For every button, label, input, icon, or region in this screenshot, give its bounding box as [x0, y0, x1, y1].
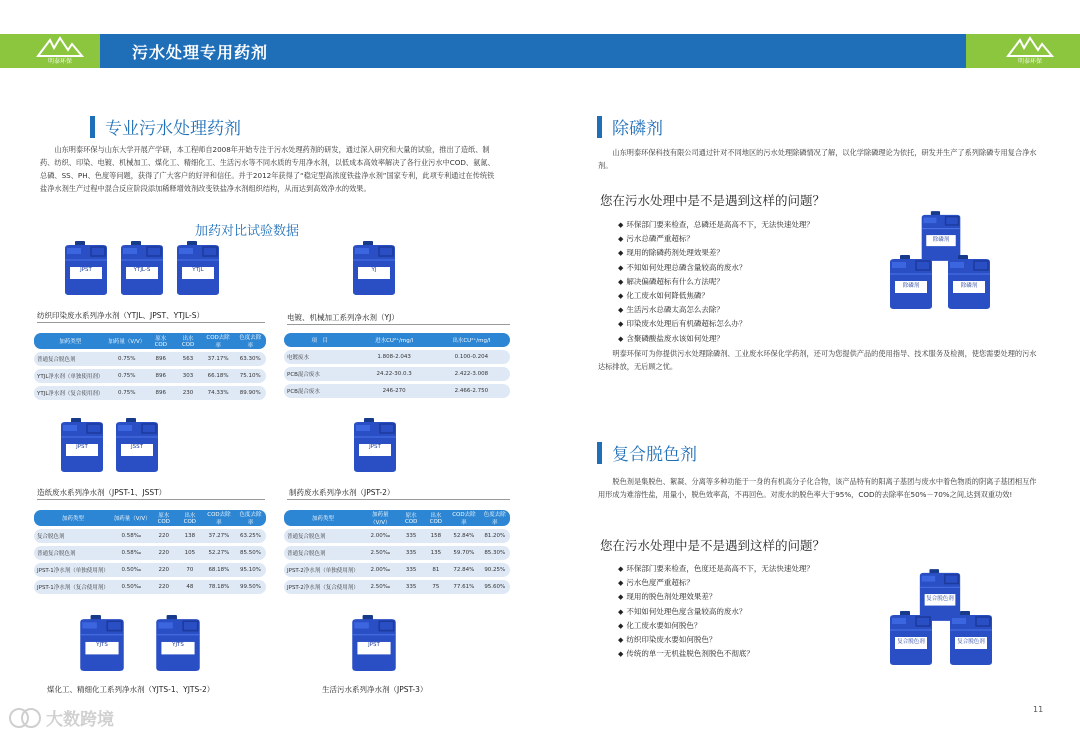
- table-cell: 220: [151, 580, 177, 594]
- product-label: 复合脱色剂: [957, 639, 985, 645]
- phos-question: 您在污水处理中是不是遇到这样的问题？: [600, 193, 826, 208]
- table-header-cell: 加药量（V/V）: [112, 510, 151, 526]
- watermark-icon: [8, 707, 42, 729]
- list-item: ◆ 污水色度严重超标？: [618, 576, 878, 590]
- header-bar: [0, 34, 1080, 68]
- table-cell: JPST-2净水剂（复合使用剂）: [284, 580, 362, 594]
- table-cell: 72.84%: [448, 563, 479, 577]
- table-cell: 52.27%: [203, 546, 235, 560]
- table-header-cell: 原水COD: [399, 510, 424, 526]
- table-cell: 0.75%: [106, 386, 147, 400]
- logo-icon: [30, 36, 90, 58]
- decolor-heading: [597, 440, 697, 465]
- table-cell: 220: [151, 529, 177, 543]
- phos-intro: 山东明泰环保科技有限公司通过针对不同地区的污水处理除磷情况了解，以化学除磷理论为依托，研发并生产了系列除磷专用复合净水剂。: [598, 148, 1037, 170]
- table-row: [284, 529, 510, 543]
- table-cell: 37.17%: [202, 352, 235, 366]
- table-row: [34, 352, 266, 366]
- table-header-cell: 出水COD: [174, 333, 201, 349]
- table-header-cell: 加药类型: [34, 333, 106, 349]
- caption-paper: 造纸废水系列净水剂（JPST-1、JSST）: [37, 488, 167, 497]
- logo-left: [30, 36, 90, 66]
- table-textile: [34, 330, 266, 403]
- product-jug-image: [886, 610, 936, 666]
- table-cell: 2.50‰: [362, 546, 399, 560]
- phos-heading-text: 除磷剂: [612, 119, 663, 139]
- list-item: ◆ 现用的除磷药剂处理效果差？: [618, 246, 878, 260]
- table-cell: 335: [399, 546, 424, 560]
- list-item: ◆ 传统的单一无机盐脱色剂脱色不彻底？: [618, 647, 878, 661]
- table-header-cell: 出水COD: [177, 510, 203, 526]
- table-cell: 68.18%: [203, 563, 235, 577]
- list-item: ◆ 污水总磷严重超标？: [618, 232, 878, 246]
- product-label: JPST: [76, 444, 88, 450]
- product-jug-image: [76, 614, 128, 672]
- table-row: [284, 563, 510, 577]
- table-row: [34, 386, 266, 400]
- table-cell: 138: [177, 529, 203, 543]
- list-item: ◆ 环保部门要来检查，色度还是高高不下，无法快速处理？: [618, 562, 878, 576]
- table-cell: 0.75%: [106, 352, 147, 366]
- caption-plating: 电镀、机械加工系列净水剂（YJ）: [287, 313, 399, 322]
- table-cell: 90.25%: [480, 563, 510, 577]
- product-jug-image: [944, 254, 994, 310]
- product-jug-image: [57, 417, 107, 473]
- table-row: [284, 580, 510, 594]
- table-cell: 335: [399, 563, 424, 577]
- table-cell: 896: [147, 369, 174, 383]
- table-pharma: [284, 507, 510, 597]
- table-header-cell: 出水CU²⁺/mg/l: [433, 333, 510, 347]
- table-header-cell: 项 目: [284, 333, 356, 347]
- caption-underline: [287, 324, 510, 325]
- table-header-cell: 加药量（V/V）: [106, 333, 147, 349]
- table-header-cell: 加药量（V/V）: [362, 510, 399, 526]
- table-cell: 75: [424, 580, 449, 594]
- table-cell: 37.27%: [203, 529, 235, 543]
- table-cell: 85.30%: [480, 546, 510, 560]
- table-cell: 普通复合脱色剂: [34, 546, 112, 560]
- table-header-cell: 原水COD: [151, 510, 177, 526]
- table-header-cell: 进水CU²⁺/mg/l: [356, 333, 433, 347]
- list-item: ◆ 印染废水处理后有机磷超标怎么办？: [618, 317, 878, 331]
- product-label: JPST: [368, 642, 380, 648]
- table-header-cell: 加药类型: [284, 510, 362, 526]
- product-label: 除磷剂: [932, 237, 950, 243]
- table-cell: 70: [177, 563, 203, 577]
- test-title: 加药对比试验数据: [195, 224, 300, 239]
- product-label: JSST: [131, 444, 143, 450]
- product-label: JPST: [80, 267, 92, 273]
- table-header-cell: 色度去除率: [235, 510, 266, 526]
- table-cell: 0.58‰: [112, 529, 151, 543]
- caption-underline: [37, 499, 265, 500]
- list-item: ◆ 化工废水如何降低焦磷？: [618, 289, 878, 303]
- table-cell: 105: [177, 546, 203, 560]
- table-row: [34, 546, 266, 560]
- table-cell: 普通复合脱色剂: [34, 352, 106, 366]
- table-cell: 1.808-2.043: [356, 350, 433, 364]
- product-label: 除磷剂: [902, 283, 920, 289]
- table-row: [284, 384, 510, 398]
- product-jug-image: [112, 417, 162, 473]
- table-header-cell: 加药类型: [34, 510, 112, 526]
- table-cell: PCB混合废水: [284, 367, 356, 381]
- table-cell: 81: [424, 563, 449, 577]
- table-cell: 63.30%: [235, 352, 266, 366]
- table-cell: YTJL净水剂（复合使用剂）: [34, 386, 106, 400]
- table-header-cell: 色度去除率: [235, 333, 266, 349]
- watermark-text: 大数跨境: [46, 710, 114, 730]
- table-header-cell: COD去除率: [202, 333, 235, 349]
- table-cell: 78.18%: [203, 580, 235, 594]
- table-cell: JPST-1净水剂（复合使用剂）: [34, 580, 112, 594]
- product-jug-image: [350, 417, 400, 473]
- table-cell: 303: [174, 369, 201, 383]
- table-header-cell: 色度去除率: [480, 510, 510, 526]
- table-cell: 2.422-3.008: [433, 367, 510, 381]
- product-label: JPST: [369, 444, 381, 450]
- product-label: YJ: [371, 267, 377, 273]
- header-title: 污水处理专用药剂: [132, 43, 269, 62]
- table-cell: 896: [147, 386, 174, 400]
- table-cell: JPST-1净水剂（单独使用剂）: [34, 563, 112, 577]
- phos-list: [618, 218, 878, 346]
- table-header-cell: 原水COD: [147, 333, 174, 349]
- product-label: 复合脱色剂: [926, 596, 954, 602]
- logo-text: 明泰环保: [1017, 58, 1042, 65]
- watermark: [8, 705, 114, 730]
- table-cell: 59.70%: [448, 546, 479, 560]
- table-cell: 95.10%: [235, 563, 266, 577]
- table-cell: 81.20%: [480, 529, 510, 543]
- page-number: 11: [1033, 705, 1044, 714]
- table-cell: 89.90%: [235, 386, 266, 400]
- table-cell: 0.75%: [106, 369, 147, 383]
- caption-underline: [37, 322, 265, 323]
- table-cell: 2.00‰: [362, 529, 399, 543]
- table-cell: 0.58‰: [112, 546, 151, 560]
- table-cell: 246-270: [356, 384, 433, 398]
- decolor-intro: 脱色剂是集脱色、絮凝、分离等多种功能于一身的有机高分子化合物，该产品特有的阳离子基团与废水中着色物质的阴离子基团相互作用形成为难溶性盐，用量小，脱色效率高，不再回色。对废水的脱色率大于95%，COD的去除率在50%－70%之间,达到双重功效!: [598, 477, 1037, 499]
- caption-pharma: 制药废水系列净水剂（JPST-2）: [289, 488, 395, 497]
- table-cell: 95.60%: [480, 580, 510, 594]
- list-item: ◆ 解决偏磷超标有什么方法呢？: [618, 275, 878, 289]
- table-cell: 48: [177, 580, 203, 594]
- phos-heading: [597, 114, 663, 139]
- product-label: 复合脱色剂: [897, 639, 925, 645]
- product-jug-image: [152, 614, 204, 672]
- table-row: [284, 350, 510, 364]
- table-cell: 563: [174, 352, 201, 366]
- table-cell: 2.50‰: [362, 580, 399, 594]
- table-cell: 158: [424, 529, 449, 543]
- list-item: ◆ 环保部门要来检查，总磷还是高高不下，无法快速处理？: [618, 218, 878, 232]
- table-cell: 99.50%: [235, 580, 266, 594]
- table-cell: 66.18%: [202, 369, 235, 383]
- table-cell: 普通复合脱色剂: [284, 546, 362, 560]
- table-paper: [34, 507, 266, 597]
- table-cell: 74.33%: [202, 386, 235, 400]
- table-cell: 896: [147, 352, 174, 366]
- table-cell: 复合脱色剂: [34, 529, 112, 543]
- table-header-cell: COD去除率: [203, 510, 235, 526]
- product-label: YTJL: [192, 267, 204, 273]
- decolor-question: 您在污水处理中是不是遇到这样的问题？: [600, 538, 826, 553]
- table-row: [34, 563, 266, 577]
- table-row: [284, 367, 510, 381]
- table-cell: 2.466-2.750: [433, 384, 510, 398]
- table-cell: 230: [174, 386, 201, 400]
- table-cell: 电镀废水: [284, 350, 356, 364]
- list-item: ◆ 现用的脱色剂处理效果差？: [618, 590, 878, 604]
- table-cell: 220: [151, 563, 177, 577]
- list-item: ◆ 化工废水要如何脱色？: [618, 619, 878, 633]
- table-header-cell: COD去除率: [448, 510, 479, 526]
- table-row: [34, 369, 266, 383]
- product-jug-image: [116, 240, 168, 296]
- left-heading: [90, 114, 241, 139]
- table-cell: PCB混合废水: [284, 384, 356, 398]
- left-intro: 山东明泰环保与山东大学开展产学研，本工程师自2008年开始专注于污水处理药剂的研发，通过深入研究和大量的试验，推出了造纸、制药、纺织、印染、电镀、机械加工、煤化工、精细化工、生活污水等不同水质的专用净水剂，以低成本高效率解决了各行业污水中COD、氨氮、总磷、SS、PH、色度等问题，获得了广大客户的好评和信任。并于2012年获得了“稳定型高浓度铁盐净水剂”国家专利，此项专利通过在传统铁盐净水剂生产过程中混合反应阶段添加稀释增效剂改变铁盐净水剂组织结构，从而达到高效净水的效果。: [40, 145, 495, 193]
- table-plating: [284, 330, 510, 401]
- product-label: YTJL-S: [133, 267, 151, 273]
- logo-text: 明泰环保: [47, 58, 72, 65]
- product-jug-image: [348, 614, 400, 672]
- table-cell: 0.50‰: [112, 580, 151, 594]
- table-header-cell: 出水COD: [424, 510, 449, 526]
- table-cell: 0.50‰: [112, 563, 151, 577]
- table-cell: 52.84%: [448, 529, 479, 543]
- table-cell: 63.25%: [235, 529, 266, 543]
- product-jug-image: [172, 240, 224, 296]
- table-row: [34, 529, 266, 543]
- table-cell: 85.50%: [235, 546, 266, 560]
- list-item: ◆ 不知如何处理色度含量较高的废水？: [618, 605, 878, 619]
- table-cell: 135: [424, 546, 449, 560]
- phos-closing: 明泰环保可为你提供污水处理除磷剂、工业废水环保化学药剂，还可为您提供产品的使用指导、技术服务及检测，使您需要处理的污水达标排放，无后顾之忧。: [598, 349, 1037, 371]
- table-row: [34, 580, 266, 594]
- caption-domestic: 生活污水系列净水剂（JPST-3）: [322, 685, 428, 694]
- decolor-heading-text: 复合脱色剂: [612, 445, 697, 465]
- table-cell: 2.00‰: [362, 563, 399, 577]
- table-cell: 普通复合脱色剂: [284, 529, 362, 543]
- product-label: YJTS: [96, 642, 108, 648]
- list-item: ◆ 不知如何处理总磷含量较高的废水？: [618, 261, 878, 275]
- product-jug-image: [348, 240, 400, 296]
- caption-underline: [287, 499, 510, 500]
- left-heading-text: 专业污水处理药剂: [105, 119, 241, 139]
- table-cell: YTJL净水剂（单独使用剂）: [34, 369, 106, 383]
- list-item: ◆ 生活污水总磷太高怎么去除？: [618, 303, 878, 317]
- table-cell: 0.100-0.204: [433, 350, 510, 364]
- caption-textile: 纺织印染废水系列净水剂（YTJL、JPST、YTJL-S）: [37, 311, 205, 320]
- table-cell: 335: [399, 529, 424, 543]
- table-cell: 77.61%: [448, 580, 479, 594]
- list-item: ◆ 含聚磷酸盐废水该如何处理？: [618, 332, 878, 346]
- list-item: ◆ 纺织印染废水要如何脱色？: [618, 633, 878, 647]
- table-cell: 75.10%: [235, 369, 266, 383]
- table-cell: 335: [399, 580, 424, 594]
- table-cell: 24.22-30.0.3: [356, 367, 433, 381]
- logo-right: [1000, 36, 1060, 66]
- caption-coal: 煤化工、精细化工系列净水剂（YJTS-1、YJTS-2）: [47, 685, 215, 694]
- table-row: [284, 546, 510, 560]
- product-jug-image: [60, 240, 112, 296]
- table-cell: 220: [151, 546, 177, 560]
- product-jug-image: [946, 610, 996, 666]
- logo-icon: [1000, 36, 1060, 58]
- product-label: 除磷剂: [960, 283, 978, 289]
- product-jug-image: [886, 254, 936, 310]
- decolor-list: [618, 562, 878, 661]
- product-label: YJTS: [172, 642, 184, 648]
- table-cell: JPST-2净水剂（单独使用剂）: [284, 563, 362, 577]
